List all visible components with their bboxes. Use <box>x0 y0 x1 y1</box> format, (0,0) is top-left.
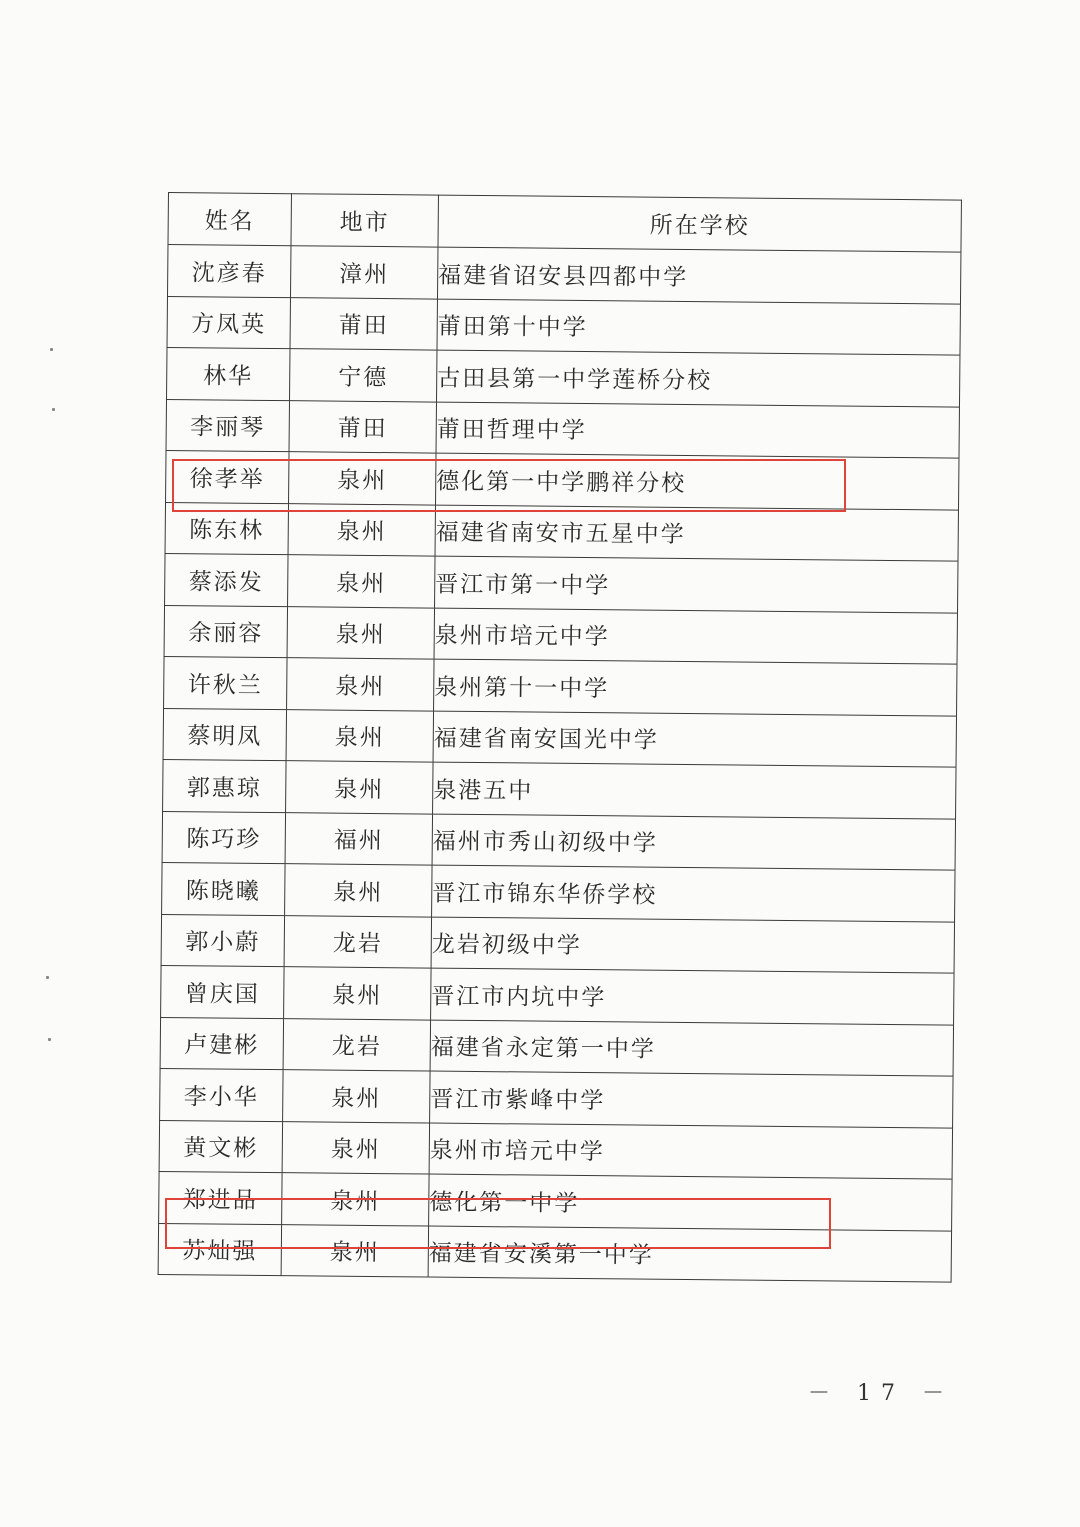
cell-city: 泉州 <box>283 1070 430 1123</box>
cell-city: 龙岩 <box>283 1018 430 1071</box>
table-row <box>159 1171 952 1230</box>
cell-name: 郭惠琼 <box>163 759 286 812</box>
cell-name: 黄文彬 <box>159 1120 282 1173</box>
table-row <box>162 862 955 921</box>
cell-school: 福建省永定第一中学 <box>430 1020 953 1077</box>
cell-school: 晋江市第一中学 <box>435 556 958 613</box>
table-row <box>161 914 954 973</box>
cell-name: 李小华 <box>160 1068 283 1121</box>
cell-name: 曾庆国 <box>161 965 284 1018</box>
cell-school: 德化第一中学鹏祥分校 <box>436 453 959 510</box>
table-row <box>158 1223 951 1282</box>
cell-school: 福建省安溪第一中学 <box>428 1226 951 1283</box>
table-row <box>167 347 960 406</box>
cell-name: 林华 <box>167 347 290 400</box>
cell-name: 郑进品 <box>159 1171 282 1224</box>
scan-speck <box>48 1038 51 1041</box>
table-row <box>163 708 956 767</box>
cell-city: 泉州 <box>287 606 434 659</box>
cell-city: 泉州 <box>286 709 433 762</box>
table-body <box>158 245 961 1283</box>
cell-school: 龙岩初级中学 <box>431 917 954 974</box>
cell-name: 沈彦春 <box>168 245 291 298</box>
table-row <box>168 245 961 304</box>
cell-school: 福州市秀山初级中学 <box>432 814 955 871</box>
cell-city: 泉州 <box>282 1121 429 1174</box>
table-header-row <box>168 193 961 253</box>
cell-name: 陈晓曦 <box>162 862 285 915</box>
cell-school: 晋江市内坑中学 <box>431 968 954 1025</box>
cell-city: 龙岩 <box>284 915 431 968</box>
cell-name: 徐孝举 <box>166 450 289 503</box>
cell-city: 莆田 <box>290 297 437 350</box>
cell-school: 古田县第一中学莲桥分校 <box>437 350 960 407</box>
cell-school: 福建省南安国光中学 <box>433 711 956 768</box>
table-row <box>162 811 955 870</box>
page-number: － 17 － <box>808 1381 954 1406</box>
header-school: 所在学校 <box>438 195 961 252</box>
table-row <box>161 965 954 1024</box>
table-row <box>164 605 957 664</box>
scan-speck <box>50 348 53 351</box>
cell-school: 福建省诏安县四都中学 <box>437 247 960 304</box>
cell-city: 漳州 <box>290 246 437 299</box>
cell-name: 苏灿强 <box>158 1223 281 1276</box>
table-row <box>166 399 959 458</box>
scan-speck <box>52 408 55 411</box>
cell-school: 泉州市培元中学 <box>434 608 957 665</box>
table-row <box>167 296 960 355</box>
cell-school: 泉州第十一中学 <box>434 659 957 716</box>
cell-city: 泉州 <box>288 503 435 556</box>
cell-city: 泉州 <box>289 452 436 505</box>
cell-city: 泉州 <box>286 761 433 814</box>
cell-school: 德化第一中学 <box>429 1174 952 1231</box>
cell-name: 李丽琴 <box>166 399 289 452</box>
cell-name: 方凤英 <box>167 296 290 349</box>
table-row <box>164 656 957 715</box>
table-row <box>163 759 956 818</box>
cell-name: 蔡添发 <box>165 553 288 606</box>
cell-school: 晋江市锦东华侨学校 <box>432 865 955 922</box>
header-city: 地市 <box>291 194 438 247</box>
scan-speck <box>46 976 49 979</box>
cell-name: 余丽容 <box>164 605 287 658</box>
cell-name: 许秋兰 <box>164 656 287 709</box>
table-row <box>166 450 959 509</box>
table-row <box>165 502 958 561</box>
cell-city: 泉州 <box>285 864 432 917</box>
cell-name: 陈东林 <box>165 502 288 555</box>
table-row <box>165 553 958 612</box>
table-row <box>160 1068 953 1127</box>
cell-name: 郭小蔚 <box>161 914 284 967</box>
cell-city: 泉州 <box>282 1173 429 1226</box>
cell-school: 晋江市紫峰中学 <box>430 1071 953 1128</box>
cell-school: 泉州市培元中学 <box>429 1123 952 1180</box>
cell-city: 泉州 <box>281 1224 428 1277</box>
cell-name: 陈巧珍 <box>162 811 285 864</box>
table-row <box>159 1120 952 1179</box>
cell-city: 宁德 <box>290 349 437 402</box>
cell-school: 莆田哲理中学 <box>436 402 959 459</box>
cell-name: 蔡明凤 <box>163 708 286 761</box>
cell-name: 卢建彬 <box>160 1017 283 1070</box>
header-name: 姓名 <box>168 193 291 246</box>
cell-city: 福州 <box>285 812 432 865</box>
cell-city: 莆田 <box>289 400 436 453</box>
cell-city: 泉州 <box>284 967 431 1020</box>
cell-school: 泉港五中 <box>433 762 956 819</box>
cell-city: 泉州 <box>287 658 434 711</box>
table-row <box>160 1017 953 1076</box>
cell-school: 福建省南安市五星中学 <box>435 505 958 562</box>
cell-city: 泉州 <box>288 555 435 608</box>
cell-school: 莆田第十中学 <box>437 299 960 356</box>
teacher-roster-table <box>158 192 962 1283</box>
